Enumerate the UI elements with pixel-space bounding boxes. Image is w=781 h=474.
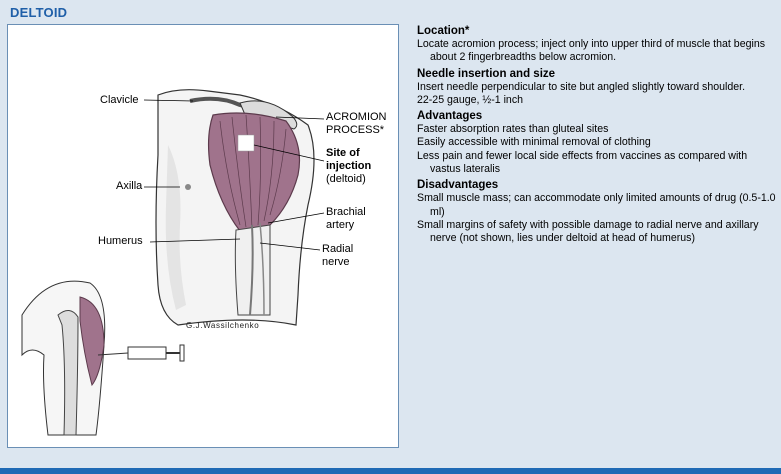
label-radial-1: Radial (322, 243, 354, 255)
heading-location: Location* (417, 25, 470, 37)
syringe-icon (98, 345, 184, 361)
label-radial-2: nerve (322, 256, 350, 268)
shoulder-drawing (8, 25, 399, 448)
deltoid-illustration (7, 24, 399, 448)
disadvantage-2: Small margins of safety with possible damage to radial nerve and axillary nerve (not shown, lies under deltoid at head of humerus) (417, 218, 759, 245)
label-acromion-2: PROCESS* (326, 124, 385, 136)
heading-advantages: Advantages (417, 110, 483, 123)
location-text: Locate acromion process; inject only into upper third of muscle that begins about 2 fingerbreadths below acromion. (417, 38, 766, 64)
label-site-3: (deltoid) (326, 173, 366, 185)
info-panel (417, 22, 777, 246)
label-clavicle: Clavicle (100, 94, 139, 106)
label-site-2: injection (326, 160, 372, 172)
bottom-accent-bar (0, 468, 781, 474)
disadvantage-1: Small muscle mass; can accommodate only limited amounts of drug (0.5-1.0 ml) (417, 192, 776, 218)
advantage-3: Less pain and fewer local side effects from vaccines as compared with vastus lateralis (417, 149, 748, 176)
injection-site-marker (238, 135, 254, 151)
label-brachial-2: artery (326, 219, 355, 231)
label-axilla: Axilla (116, 180, 143, 192)
advantage-1: Faster absorption rates than gluteal sites (417, 123, 609, 136)
needle-text-2: 22-25 gauge, ½-1 inch (417, 93, 524, 106)
advantage-2: Easily accessible with minimal removal of clothing (417, 136, 651, 149)
label-brachial-1: Brachial (326, 206, 366, 218)
page-title: DELTOID (10, 5, 68, 20)
needle-text-1: Insert needle perpendicular to site but angled slightly toward shoulder. (417, 80, 746, 93)
heading-needle: Needle insertion and size (417, 67, 556, 80)
label-acromion-1: ACROMION (326, 111, 387, 123)
label-site-1: Site of (326, 147, 360, 159)
heading-disadvantages: Disadvantages (417, 179, 499, 192)
illustrator-signature: G.J.Wassilchenko (186, 321, 260, 330)
label-humerus: Humerus (98, 235, 143, 247)
